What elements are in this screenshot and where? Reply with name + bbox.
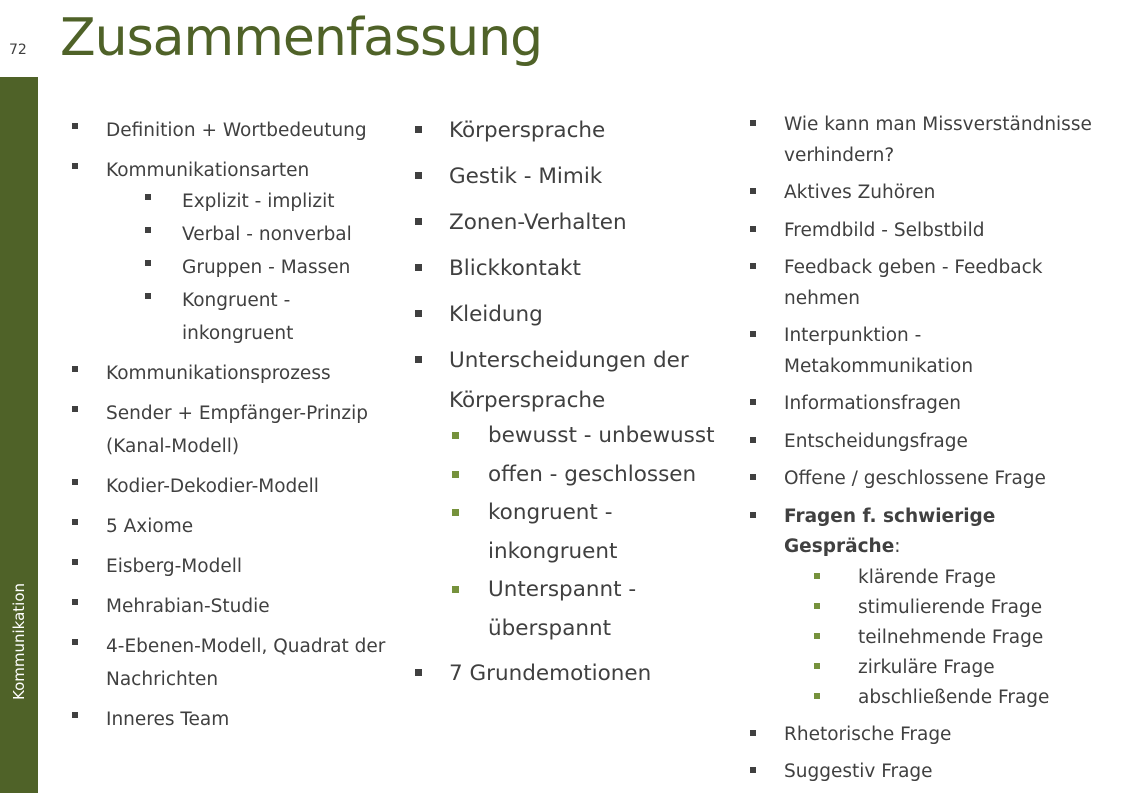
list-item: Wie kann man Missverständnisse verhindern? bbox=[784, 110, 1114, 171]
list-item: Sender + Empfänger-Prinzip (Kanal-Modell) bbox=[106, 397, 396, 463]
list-item: Eisberg-Modell bbox=[106, 550, 396, 583]
list-item: Inneres Team bbox=[106, 703, 396, 736]
sublist bbox=[488, 417, 729, 648]
sublist-item: Explizit - implizit bbox=[182, 185, 396, 218]
sublist-item: zirkuläre Frage bbox=[858, 653, 1114, 683]
sublist-item: abschließende Frage bbox=[858, 683, 1114, 713]
list-item: Gestik - Mimik bbox=[449, 157, 729, 197]
list-item: Rhetorische Frage bbox=[784, 720, 1114, 751]
sublist-item: stimulierende Frage bbox=[858, 593, 1114, 623]
column-2-list bbox=[449, 111, 729, 700]
sublist-item: Verbal - nonverbal bbox=[182, 218, 396, 251]
column-1-list bbox=[106, 114, 396, 743]
sublist-item: Gruppen - Massen bbox=[182, 251, 396, 284]
sublist-item: bewusst - unbewusst bbox=[488, 417, 729, 456]
list-item: Kommunikationsarten Explizit - implizit Verbal - nonverbal Gruppen - Massen Kongruent - inkongruent bbox=[106, 154, 396, 350]
list-item: Offene / geschlossene Frage bbox=[784, 464, 1114, 495]
list-item: Körpersprache bbox=[449, 111, 729, 151]
list-item: Entscheidungsfrage bbox=[784, 427, 1114, 458]
list-item: Fragen f. schwierige Gespräche: klärende Frage stimulierende Frage teilnehmende Frage zirkuläre Frage abschließende Frage bbox=[784, 502, 1114, 713]
list-item: Mehrabian-Studie bbox=[106, 590, 396, 623]
list-item: 5 Axiome bbox=[106, 510, 396, 543]
sublist-item: teilnehmende Frage bbox=[858, 623, 1114, 653]
list-item: 4-Ebenen-Modell, Quadrat der Nachrichten bbox=[106, 630, 396, 696]
list-item: Unterscheidungen der Körpersprache bewusst - unbewusst offen - geschlossen kongruent - inkongruent Unterspannt - überspannt bbox=[449, 341, 729, 648]
list-item: Kleidung bbox=[449, 295, 729, 335]
list-item: Fremdbild - Selbstbild bbox=[784, 216, 1114, 247]
list-item: Feedback geben - Feedback nehmen bbox=[784, 253, 1114, 314]
sublist-item: Kongruent - inkongruent bbox=[182, 284, 396, 350]
list-item: Suggestiv Frage bbox=[784, 757, 1114, 788]
list-item: Kommunikationsprozess bbox=[106, 357, 396, 390]
sublist-item: klärende Frage bbox=[858, 563, 1114, 593]
list-item: Zonen-Verhalten bbox=[449, 203, 729, 243]
sublist bbox=[858, 563, 1114, 713]
list-item: Blickkontakt bbox=[449, 249, 729, 289]
sidebar-label: Kommunikation bbox=[10, 582, 28, 700]
sublist bbox=[182, 185, 396, 350]
sublist-item: Unterspannt - überspannt bbox=[488, 571, 729, 648]
list-item: 7 Grundemotionen bbox=[449, 654, 729, 694]
sublist-item: offen - geschlossen bbox=[488, 456, 729, 495]
column-3-list bbox=[784, 110, 1114, 795]
sublist-item: kongruent - inkongruent bbox=[488, 494, 729, 571]
list-item: Definition + Wortbedeutung bbox=[106, 114, 396, 147]
list-item: Informationsfragen bbox=[784, 389, 1114, 420]
list-item: Aktives Zuhören bbox=[784, 178, 1114, 209]
list-item: Kodier-Dekodier-Modell bbox=[106, 470, 396, 503]
page-number: 72 bbox=[9, 42, 27, 58]
slide-title: Zusammenfassung bbox=[60, 8, 543, 68]
list-item: Interpunktion - Metakommunikation bbox=[784, 321, 1114, 382]
